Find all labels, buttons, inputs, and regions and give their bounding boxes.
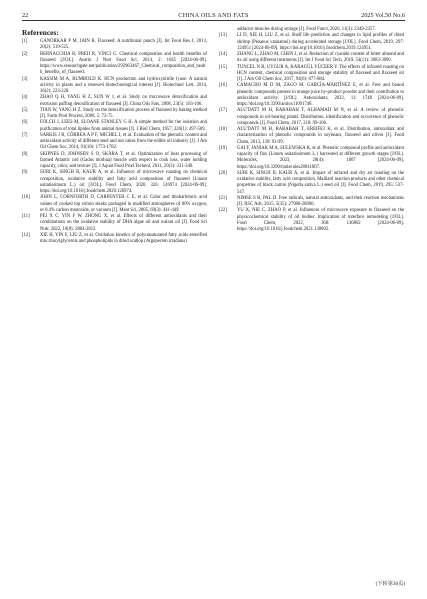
reference-text: YU X, NIE C, ZHAO P, et al. Influences of microwave exposure to flaxseed on the physicochemical stability of oil bodies: Implication of interface remodeling [J/OL]. Food Chem, 2022, 368: 130802 [2024-06-09]. https://doi.org/10.1016/j.foodchem.2021.130802. xyxy=(237,208,404,232)
reference-entry xyxy=(22,170,207,195)
reference-entry xyxy=(22,214,207,233)
reference-number: [22] xyxy=(219,208,227,214)
reference-text: KASSIM M A, RUMBOLD K. HCN production and hydroxynitrile lyase: A natural activity in plants and a renewed biotechnological interest [J]. Biotechnol Lett, 2014, 36(2): 223-228. xyxy=(40,76,207,94)
reference-entry xyxy=(219,146,404,171)
reference-text: SKIPNES D, JOHNSEN S O, SKÅRA T, et al. Optimization of heat processing of farmed Atlantic cod (Gadus morhua) muscle with respect to cook loss, water holding capacity, color, and texture [J]. J Aquat Food Prod Technol, 2011, 20(3): 331-340. xyxy=(40,151,207,169)
reference-number: [11] xyxy=(22,214,30,219)
references-heading: References: xyxy=(22,28,59,37)
reference-entry xyxy=(219,171,404,196)
reference-entry xyxy=(219,83,404,108)
reference-entry xyxy=(22,95,207,108)
reference-text: ZHANG L, ZHAO M, CHEN J, et al. Reduction of cyanide content of bitter almond and its oil using different treatments [J]. Int J Food Sci Tech, 2019, 54(11): 3083-3090. xyxy=(237,52,404,64)
reference-number: [12] xyxy=(22,232,30,238)
reference-entry xyxy=(22,195,207,214)
reference-text: SURI K, SINGH B, KAUR A, et al. Impact of infrared and dry air roasting on the oxidative stability, fatty acid composition, Maillard reaction products and other chemical properties of black cumin (Nigella sativa L.) seed oil [J]. Food Chem, 2019, 295: 537-547. xyxy=(237,170,404,195)
reference-text: FOLCH J, LEES M, SLOANE STANLEY G H. A simple method for the isolation and purification of total lipides from animal tissues [J]. J Biol Chem, 1957, 226(1): 497-509. xyxy=(40,120,207,132)
reference-number: [21] xyxy=(219,195,227,201)
reference-text: SURI K, SINGH B, KAUR A, et al. Influence of microwave roasting on chemical composition, oxidative stability and fatty acid composition of flaxseed (Linum usitatissimum L.) oil [J/OL]. Food Chem, 2020, 326: 126974 [2024-06-09]. https://doi.org/10.1016/j.foodchem.2020.126974. xyxy=(40,170,207,194)
reference-number: [14] xyxy=(219,52,227,57)
issue-info: 2025 Vol.50 No.6 xyxy=(361,12,405,19)
reference-text: TUNCEL N B, UYGUR A, KARAGÜL YÜCEER Y. The effects of infrared roasting on HCN content, chemical composition and storage stability of flaxseed and flaxseed oil [J]. J Am Oil Chem Soc, 2017, 94(6): 877-884. xyxy=(237,64,404,82)
reference-entry xyxy=(219,208,404,233)
reference-number: [5] xyxy=(22,107,28,113)
reference-text: GAI F, JANIAK M A, SULEWSKA K, et al. Phenolic compound profile and antioxidant capacity of flax (Linum usitatissimum L.) harvested at different growth stages [J/OL]. Molecules, 2023, 28(4): 1807 [2024-06-09]. https://doi.org/10.3390/molecules28041807. xyxy=(237,145,404,170)
reference-entry xyxy=(22,39,207,52)
reference-entry xyxy=(22,77,207,96)
reference-number: [8] xyxy=(22,151,28,157)
header-rule xyxy=(22,20,405,21)
reference-entry xyxy=(219,196,404,209)
reference-number: [3] xyxy=(22,76,28,82)
reference-text: ALU'DATT M H, RABABAH T, EREIFEJ K, et al. Distribution, antioxidant and characterisation of phenolic compounds in soybeans, flaxseed and olives [J]. Food Chem, 2013, 139: 93-99. xyxy=(237,127,404,145)
reference-number: [2] xyxy=(22,51,28,57)
reference-entry xyxy=(219,33,404,52)
reference-text: ALU'DATT M H, RABABAH T, ALHAMAD M N, et al. A review of phenolic compounds in oil-bearing plants: Distribution, identification and occurrence of phenolic compounds [J]. Food Chem, 2017, 218: 99-106. xyxy=(237,108,404,126)
reference-number: [17] xyxy=(219,108,227,114)
reference-number: [6] xyxy=(22,120,28,126)
left-column xyxy=(22,39,207,245)
reference-number: [18] xyxy=(219,127,227,132)
continued-note: (下转第30页) xyxy=(375,581,405,587)
reference-entry xyxy=(22,152,207,171)
reference-entry xyxy=(22,133,207,152)
reference-number: [16] xyxy=(219,83,227,89)
reference-text: CAMACHO M D M, ZAGO M, GARCÍA-MARTÍNEZ E, et al. Free and bound phenolic compounds present in orange juice by-product powder and their contribution to antioxidant activity [J/OL]. Antioxidants, 2022, 11: 1748 [2024-06-09]. https://doi.org/10.3390/antiox11091748. xyxy=(237,83,404,107)
reference-text: TIAN W, YANG H Z. Study on the detoxification process of flaxseed by baking method [J]. Farm Prod Process, 2008, 5: 73-75. xyxy=(40,107,207,119)
page-number: 22 xyxy=(22,12,29,19)
reference-text: XIE H, YIN F, LIU Z, et al. Oxidation kinetics of polyunsaturated fatty acids esterified into triacylglycerols and phospholipids in dried scallop (Argopecten irradians) xyxy=(40,232,207,244)
reference-number: [15] xyxy=(219,64,227,70)
reference-text: NIMSE S B, PAL D. Free radicals, natural antioxidants, and their reaction mechanisms [J]. RSC Adv, 2015, 5(35): 27986-28006. xyxy=(237,195,404,207)
reference-number: [9] xyxy=(22,170,28,176)
reference-continuation: adductor muscles during storage [J]. Food Funct, 2020, 11(3): 2349-2357. xyxy=(237,27,376,32)
reference-number: [19] xyxy=(219,145,227,151)
reference-number: [7] xyxy=(22,132,28,138)
reference-text: LI D, XIE H, LIU Z, et al. Shelf life prediction and changes in lipid profiles of dried shrimp (Penaeus vannamei) during accelerated storage [J/OL]. Food Chem, 2019, 297: 124951 [2024-06-09]. https://doi.org/10.1016/j.foodchem.2019.124951. xyxy=(237,33,404,51)
reference-entry xyxy=(22,233,207,246)
reference-number: [20] xyxy=(219,170,227,176)
reference-number: [4] xyxy=(22,95,28,101)
reference-text: JOHN L, CORNFORTH D, CARPENTER C E, et al. Color and thiobarbituric acid values of cooked top sirloin steaks packaged in modified atmospheres of 80% oxygen, or 0.4% carbon monoxide, or vacuum [J]. Meat Sci, 2005, 69(3): 441-449. xyxy=(40,195,207,213)
reference-entry xyxy=(22,120,207,133)
reference-text: ZHAO Q H, YANG H Z, SUN W J, et al. Study on microwave detoxification and extrusion puffing detoxification of flaxseed [J]. China Oils Fats, 2008, 23(5): 103-106. xyxy=(40,95,207,107)
reference-entry xyxy=(22,108,207,121)
journal-title: CHINA OILS AND FATS xyxy=(178,12,249,19)
reference-entry xyxy=(219,127,404,146)
reference-number: [1] xyxy=(22,39,28,44)
reference-text: GANORKAR P M, JAIN R. Flaxseed: A nutritional punch [J]. Int Food Res J, 2013, 20(2): 519-525. xyxy=(40,39,207,51)
reference-entry xyxy=(219,108,404,127)
reference-number: [13] xyxy=(219,33,227,39)
reference-entry xyxy=(219,65,404,84)
reference-number: [10] xyxy=(22,195,30,201)
reference-entry xyxy=(219,52,404,65)
reference-text: BERNACCHIA R, PREII R, VINCI G. Chemical composition and health benefits of flaxseed [J/OL]. Austin J Nutr Food Sci, 2014, 2: 1045 [2024-06-09]. https://www.researchgate.net/publication/292963467_Chemical_composition_and_health_benefits_of_flaxseed. xyxy=(40,51,207,76)
reference-text: SARKIS J R, CÔRREA A P F, MICHEL I, et al. Evaluation of the phenolic content and antioxidant activity of different seed and nut cakes from the edible oil industry [J]. J Am Oil Chem Soc, 2014, 91(10): 1773-1782. xyxy=(40,132,207,151)
reference-entry xyxy=(22,52,207,77)
reference-text: PEI X C, YIN F W, ZHONG X, et al. Effects of different antioxidants and their combinations on the oxidative stability of DHA algae oil and walnut oil [J]. Food Sci Nutr, 2022, 10(8): 2804-2812. xyxy=(40,214,207,232)
right-column xyxy=(219,27,404,233)
